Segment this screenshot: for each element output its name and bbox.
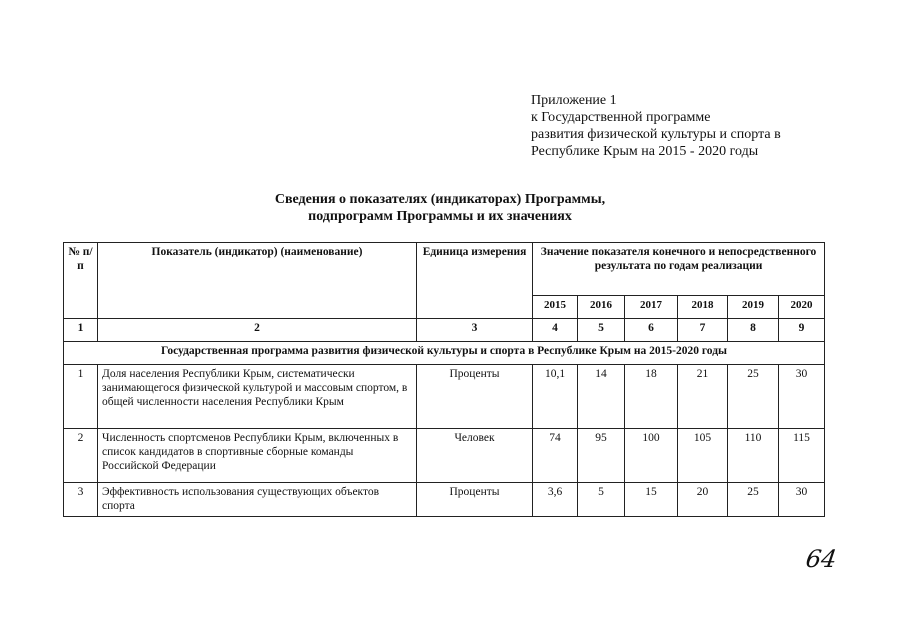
header-row: [64, 243, 825, 296]
row-value: 10,1: [533, 365, 578, 429]
title-line: подпрограмм Программы и их значениях: [308, 209, 572, 224]
row-num: 3: [64, 483, 98, 517]
column-number: 6: [625, 319, 678, 342]
row-value: 30: [779, 365, 825, 429]
row-value: 115: [779, 429, 825, 483]
row-value: 25: [728, 365, 779, 429]
column-numbers-row: [64, 319, 825, 342]
document-title: [180, 191, 700, 225]
row-value: 100: [625, 429, 678, 483]
row-value: 21: [678, 365, 728, 429]
row-value: 18: [625, 365, 678, 429]
year-cell: 2017: [625, 296, 678, 319]
row-name: Доля населения Республики Крым, систематически занимающегося физической культурой и массовым спортом, в общей численности населения Республики Крым: [98, 365, 417, 429]
row-value: 15: [625, 483, 678, 517]
column-number: 3: [417, 319, 533, 342]
row-num: 1: [64, 365, 98, 429]
year-cell: 2016: [578, 296, 625, 319]
row-value: 3,6: [533, 483, 578, 517]
handwritten-page-number: 64: [804, 545, 839, 573]
row-value: 14: [578, 365, 625, 429]
year-cell: 2019: [728, 296, 779, 319]
header-unit: Единица измерения: [417, 243, 533, 319]
table-row: [64, 365, 825, 429]
row-unit: Проценты: [417, 365, 533, 429]
section-row: [64, 342, 825, 365]
row-value: 25: [728, 483, 779, 517]
column-number: 8: [728, 319, 779, 342]
row-unit: Человек: [417, 429, 533, 483]
section-title: Государственная программа развития физической культуры и спорта в Республике Крым на 2015-2020 годы: [64, 342, 825, 365]
header-num: № п/п: [64, 243, 98, 319]
year-cell: 2018: [678, 296, 728, 319]
row-num: 2: [64, 429, 98, 483]
header-indicator: Показатель (индикатор) (наименование): [98, 243, 417, 319]
year-cell: 2015: [533, 296, 578, 319]
row-name: Эффективность использования существующих объектов спорта: [98, 483, 417, 517]
row-value: 20: [678, 483, 728, 517]
row-value: 95: [578, 429, 625, 483]
column-number: 1: [64, 319, 98, 342]
year-cell: 2020: [779, 296, 825, 319]
header-values: Значение показателя конечного и непосредственного результата по годам реализации: [533, 243, 825, 296]
column-number: 4: [533, 319, 578, 342]
appendix-line: Республике Крым на 2015 - 2020 годы: [531, 144, 759, 159]
row-name: Численность спортсменов Республики Крым, включенных в список кандидатов в спортивные сборные команды Российской Федерации: [98, 429, 417, 483]
appendix-line: к Государственной программе: [531, 110, 711, 125]
indicators-table: [63, 242, 825, 517]
row-value: 110: [728, 429, 779, 483]
row-value: 74: [533, 429, 578, 483]
appendix-line: Приложение 1: [531, 93, 617, 108]
appendix-line: развития физической культуры и спорта в: [531, 127, 781, 142]
row-unit: Проценты: [417, 483, 533, 517]
row-value: 105: [678, 429, 728, 483]
row-value: 30: [779, 483, 825, 517]
table-row: [64, 429, 825, 483]
table-row: [64, 483, 825, 517]
row-value: 5: [578, 483, 625, 517]
appendix-note: [531, 92, 861, 160]
column-number: 2: [98, 319, 417, 342]
column-number: 9: [779, 319, 825, 342]
title-line: Сведения о показателях (индикаторах) Программы,: [274, 192, 606, 207]
column-number: 5: [578, 319, 625, 342]
column-number: 7: [678, 319, 728, 342]
